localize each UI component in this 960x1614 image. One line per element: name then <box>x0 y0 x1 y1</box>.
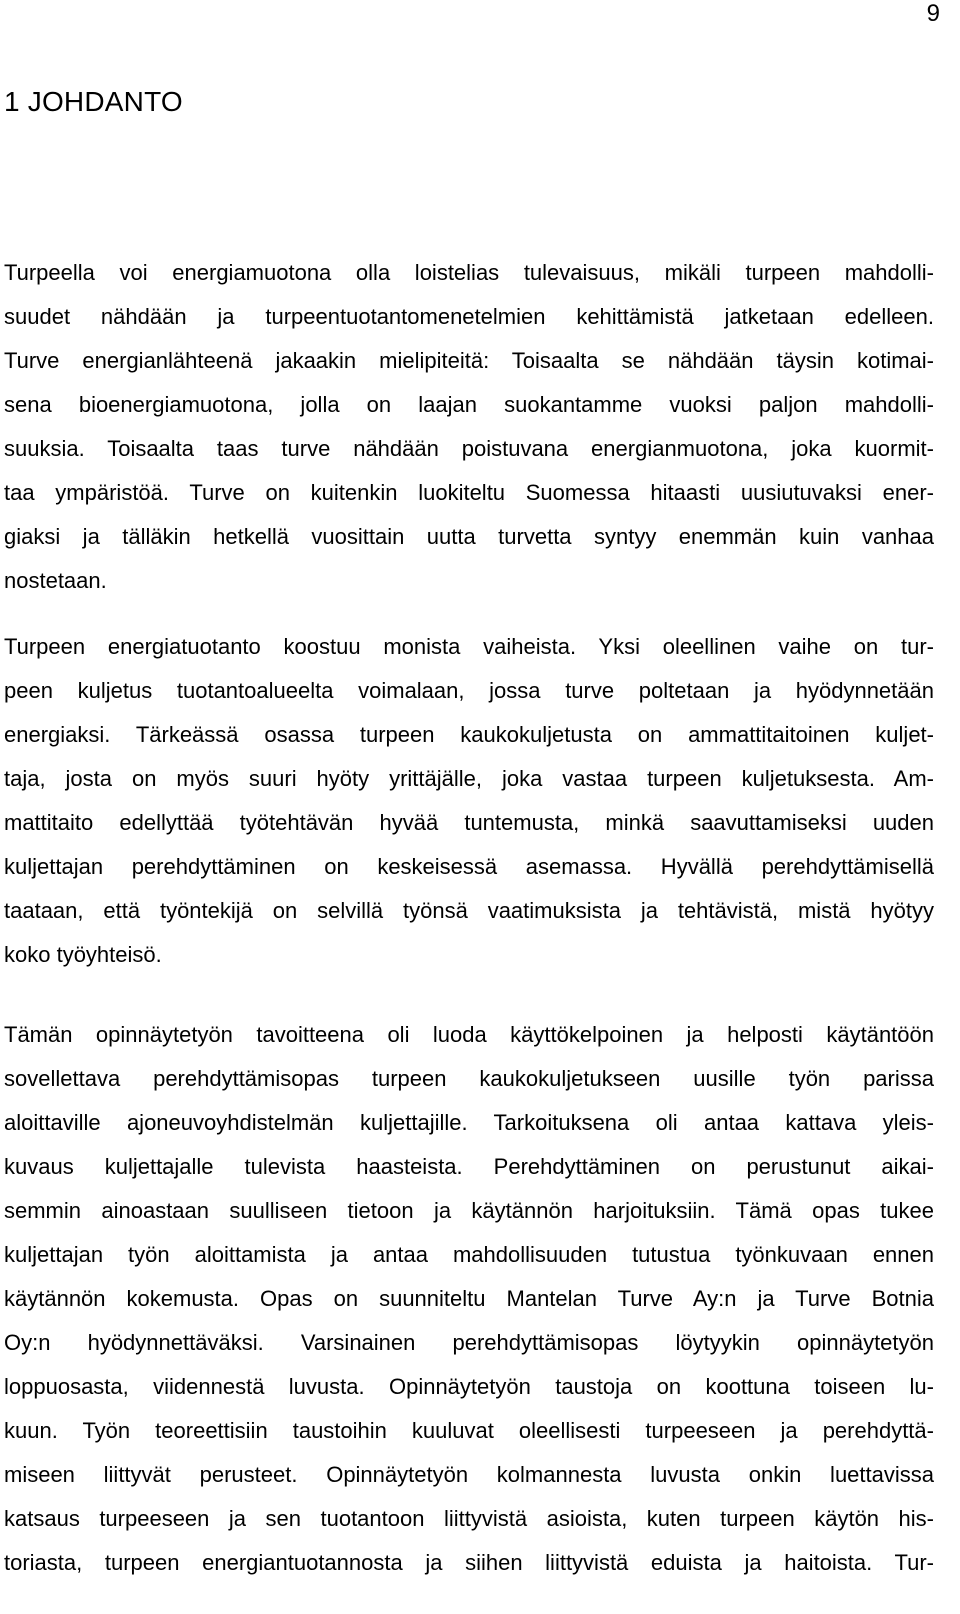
text-line: kuljettajan perehdyttäminen on keskeisessä asemassa. Hyvällä perehdyttämisellä <box>4 854 934 879</box>
text-line: energiaksi. Tärkeässä osassa turpeen kaukokuljetusta on ammattitaitoinen kuljet- <box>4 722 934 747</box>
text-line: semmin ainoastaan suulliseen tietoon ja käytännön harjoituksiin. Tämä opas tukee <box>4 1198 934 1223</box>
page-number: 9 <box>926 0 940 27</box>
text-line: sovellettava perehdyttämisopas turpeen kaukokuljetukseen uusille työn parissa <box>4 1066 934 1091</box>
text-line: suuksia. Toisaalta taas turve nähdään poistuvana energianmuotona, joka kuormit- <box>4 436 934 461</box>
text-line: taa ympäristöä. Turve on kuitenkin luokiteltu Suomessa hitaasti uusiutuvaksi ener- <box>4 480 934 505</box>
chapter-heading: 1 JOHDANTO <box>4 86 183 117</box>
text-line: Turpeella voi energiamuotona olla loistelias tulevaisuus, mikäli turpeen mahdolli- <box>4 260 934 285</box>
text-line: kuvaus kuljettajalle tulevista haasteista. Perehdyttäminen on perustunut aikai- <box>4 1154 934 1179</box>
text-line: kuljettajan työn aloittamista ja antaa mahdollisuuden tutustua työnkuvaan ennen <box>4 1242 934 1267</box>
text-line: nostetaan. <box>4 568 107 593</box>
text-line: katsaus turpeeseen ja sen tuotantoon liittyvistä asioista, kuten turpeen käytön his- <box>4 1506 934 1531</box>
text-line: toriasta, turpeen energiantuotannosta ja siihen liittyvistä eduista ja haitoista. Tur- <box>4 1550 934 1575</box>
text-line: Tämän opinnäytetyön tavoitteena oli luoda käyttökelpoinen ja helposti käytäntöön <box>4 1022 934 1047</box>
text-line: koko työyhteisö. <box>4 942 162 967</box>
text-line: mattitaito edellyttää työtehtävän hyvää tuntemusta, minkä saavuttamiseksi uuden <box>4 810 934 835</box>
body-text <box>4 251 934 1585</box>
text-line: taja, josta on myös suuri hyöty yrittäjälle, joka vastaa turpeen kuljetuksesta. Am- <box>4 766 934 791</box>
paragraph-1 <box>4 251 934 603</box>
paragraph-2 <box>4 625 934 977</box>
text-line: Oy:n hyödynnettäväksi. Varsinainen perehdyttämisopas löytyykin opinnäytetyön <box>4 1330 934 1355</box>
text-line: kuun. Työn teoreettisiin taustoihin kuuluvat oleellisesti turpeeseen ja perehdyttä- <box>4 1418 934 1443</box>
text-line: taataan, että työntekijä on selvillä työnsä vaatimuksista ja tehtävistä, mistä hyötyy <box>4 898 934 923</box>
text-line: Turpeen energiatuotanto koostuu monista vaiheista. Yksi oleellinen vaihe on tur- <box>4 634 934 659</box>
text-line: peen kuljetus tuotantoalueelta voimalaan, jossa turve poltetaan ja hyödynnetään <box>4 678 934 703</box>
text-line: giaksi ja tälläkin hetkellä vuosittain uutta turvetta syntyy enemmän kuin vanhaa <box>4 524 934 549</box>
text-line: loppuosasta, viidennestä luvusta. Opinnäytetyön taustoja on koottuna toiseen lu- <box>4 1374 934 1399</box>
text-line: käytännön kokemusta. Opas on suunniteltu Mantelan Turve Ay:n ja Turve Botnia <box>4 1286 934 1311</box>
paragraph-3 <box>4 1013 934 1585</box>
text-line: Turve energianlähteenä jakaakin mielipiteitä: Toisaalta se nähdään täysin kotimai- <box>4 348 934 373</box>
text-line: suudet nähdään ja turpeentuotantomenetelmien kehittämistä jatketaan edelleen. <box>4 304 934 329</box>
text-line: sena bioenergiamuotona, jolla on laajan suokantamme vuoksi paljon mahdolli- <box>4 392 934 417</box>
text-line: aloittaville ajoneuvoyhdistelmän kuljettajille. Tarkoituksena oli antaa kattava yleis- <box>4 1110 934 1135</box>
paragraph-spacer <box>4 977 934 1013</box>
text-line: miseen liittyvät perusteet. Opinnäytetyön kolmannesta luvusta onkin luettavissa <box>4 1462 934 1487</box>
paragraph-spacer <box>4 603 934 625</box>
